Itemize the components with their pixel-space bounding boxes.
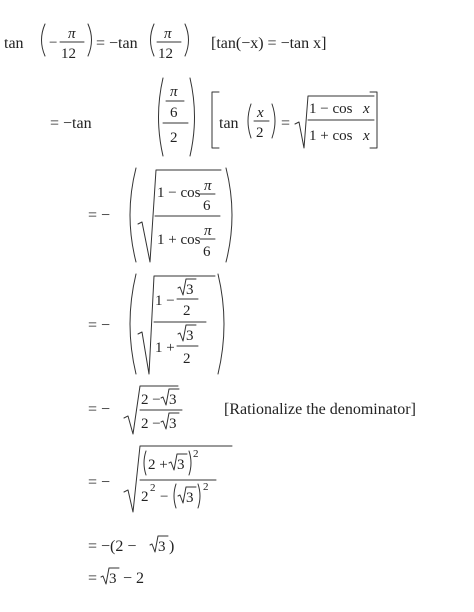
step-5 xyxy=(88,386,416,434)
x-variable: x xyxy=(363,101,370,117)
x-numerator: x xyxy=(257,105,264,121)
one-plus-cos: 1 + cos xyxy=(157,232,201,248)
odd-function-identity: [tan(−x) = −tan x] xyxy=(211,35,327,52)
left-paren xyxy=(130,168,136,262)
right-paren xyxy=(185,24,189,56)
denominator-2: 2 xyxy=(183,303,191,319)
equals: = xyxy=(281,115,291,132)
denominator-2: 2 xyxy=(256,125,264,141)
equals-negative: = − xyxy=(88,207,111,224)
step-3 xyxy=(88,168,232,262)
right-paren xyxy=(198,484,200,508)
step-6 xyxy=(88,446,232,512)
right-paren xyxy=(226,168,232,262)
pi-numerator: π xyxy=(204,178,212,194)
radicand-3: 3 xyxy=(177,457,185,473)
right-paren xyxy=(88,24,92,56)
one-minus-cos: 1 − cos xyxy=(157,185,201,201)
minus-sign: − xyxy=(160,489,169,505)
left-paren xyxy=(151,24,155,56)
left-paren xyxy=(130,274,136,374)
neg-tan: = −tan xyxy=(50,115,92,132)
exponent-2: 2 xyxy=(203,481,209,493)
left-paren xyxy=(174,484,176,508)
one-plus-cos: 1 + cos xyxy=(309,128,353,144)
radicand-3: 3 xyxy=(109,571,117,587)
radicand-3: 3 xyxy=(169,416,177,432)
right-paren xyxy=(272,104,275,138)
radicand-3: 3 xyxy=(158,539,166,555)
left-paren xyxy=(248,104,251,138)
left-paren xyxy=(144,451,146,475)
numerator-6: 6 xyxy=(170,105,178,121)
two-minus: 2 − xyxy=(141,392,161,408)
tan-function: tan xyxy=(4,35,24,52)
minus-sign: − xyxy=(49,35,58,51)
right-paren xyxy=(218,274,224,374)
right-paren xyxy=(189,451,191,475)
radicand-3: 3 xyxy=(186,490,194,506)
step-7 xyxy=(88,536,174,555)
rationalize-note: [Rationalize the denominator] xyxy=(224,401,416,418)
left-paren xyxy=(159,78,164,156)
neg-tan: = −tan xyxy=(96,35,138,52)
equals-negative: = − xyxy=(88,401,111,418)
step-4 xyxy=(88,274,224,374)
left-bracket xyxy=(212,92,219,148)
pi-numerator: π xyxy=(164,26,172,42)
two-minus: 2 − xyxy=(141,416,161,432)
denominator-2: 2 xyxy=(183,351,191,367)
one-minus-cos: 1 − cos xyxy=(309,101,353,117)
right-paren xyxy=(190,78,195,156)
equals-negative: = − xyxy=(88,317,111,334)
base-2: 2 xyxy=(141,489,149,505)
close-paren: ) xyxy=(169,538,175,555)
step-2 xyxy=(50,78,377,156)
denominator-6: 6 xyxy=(203,244,211,260)
equals-negative: = − xyxy=(88,474,111,491)
radicand-3: 3 xyxy=(169,392,177,408)
x-variable: x xyxy=(363,128,370,144)
tan-function: tan xyxy=(219,115,239,132)
pi-numerator: π xyxy=(204,223,212,239)
radicand-3: 3 xyxy=(186,282,194,298)
negated-expression: = −(2 − xyxy=(88,538,137,555)
exponent-2: 2 xyxy=(193,448,199,460)
two-plus: 2 + xyxy=(148,457,168,473)
radical-sign xyxy=(138,276,215,374)
left-paren xyxy=(42,24,46,56)
equals: = xyxy=(88,570,98,587)
step-1 xyxy=(4,24,326,62)
denominator-6: 6 xyxy=(203,198,211,214)
denominator-2: 2 xyxy=(170,130,178,146)
radicand-3: 3 xyxy=(186,328,194,344)
pi-numerator: π xyxy=(170,84,178,100)
final-minus-two: − 2 xyxy=(123,570,145,587)
one-minus: 1 − xyxy=(155,293,175,309)
exponent-2: 2 xyxy=(150,482,156,494)
denominator-12: 12 xyxy=(158,46,173,62)
denominator-12: 12 xyxy=(61,46,76,62)
pi-numerator: π xyxy=(68,26,76,42)
step-8 xyxy=(88,568,144,587)
one-plus: 1 + xyxy=(155,340,175,356)
